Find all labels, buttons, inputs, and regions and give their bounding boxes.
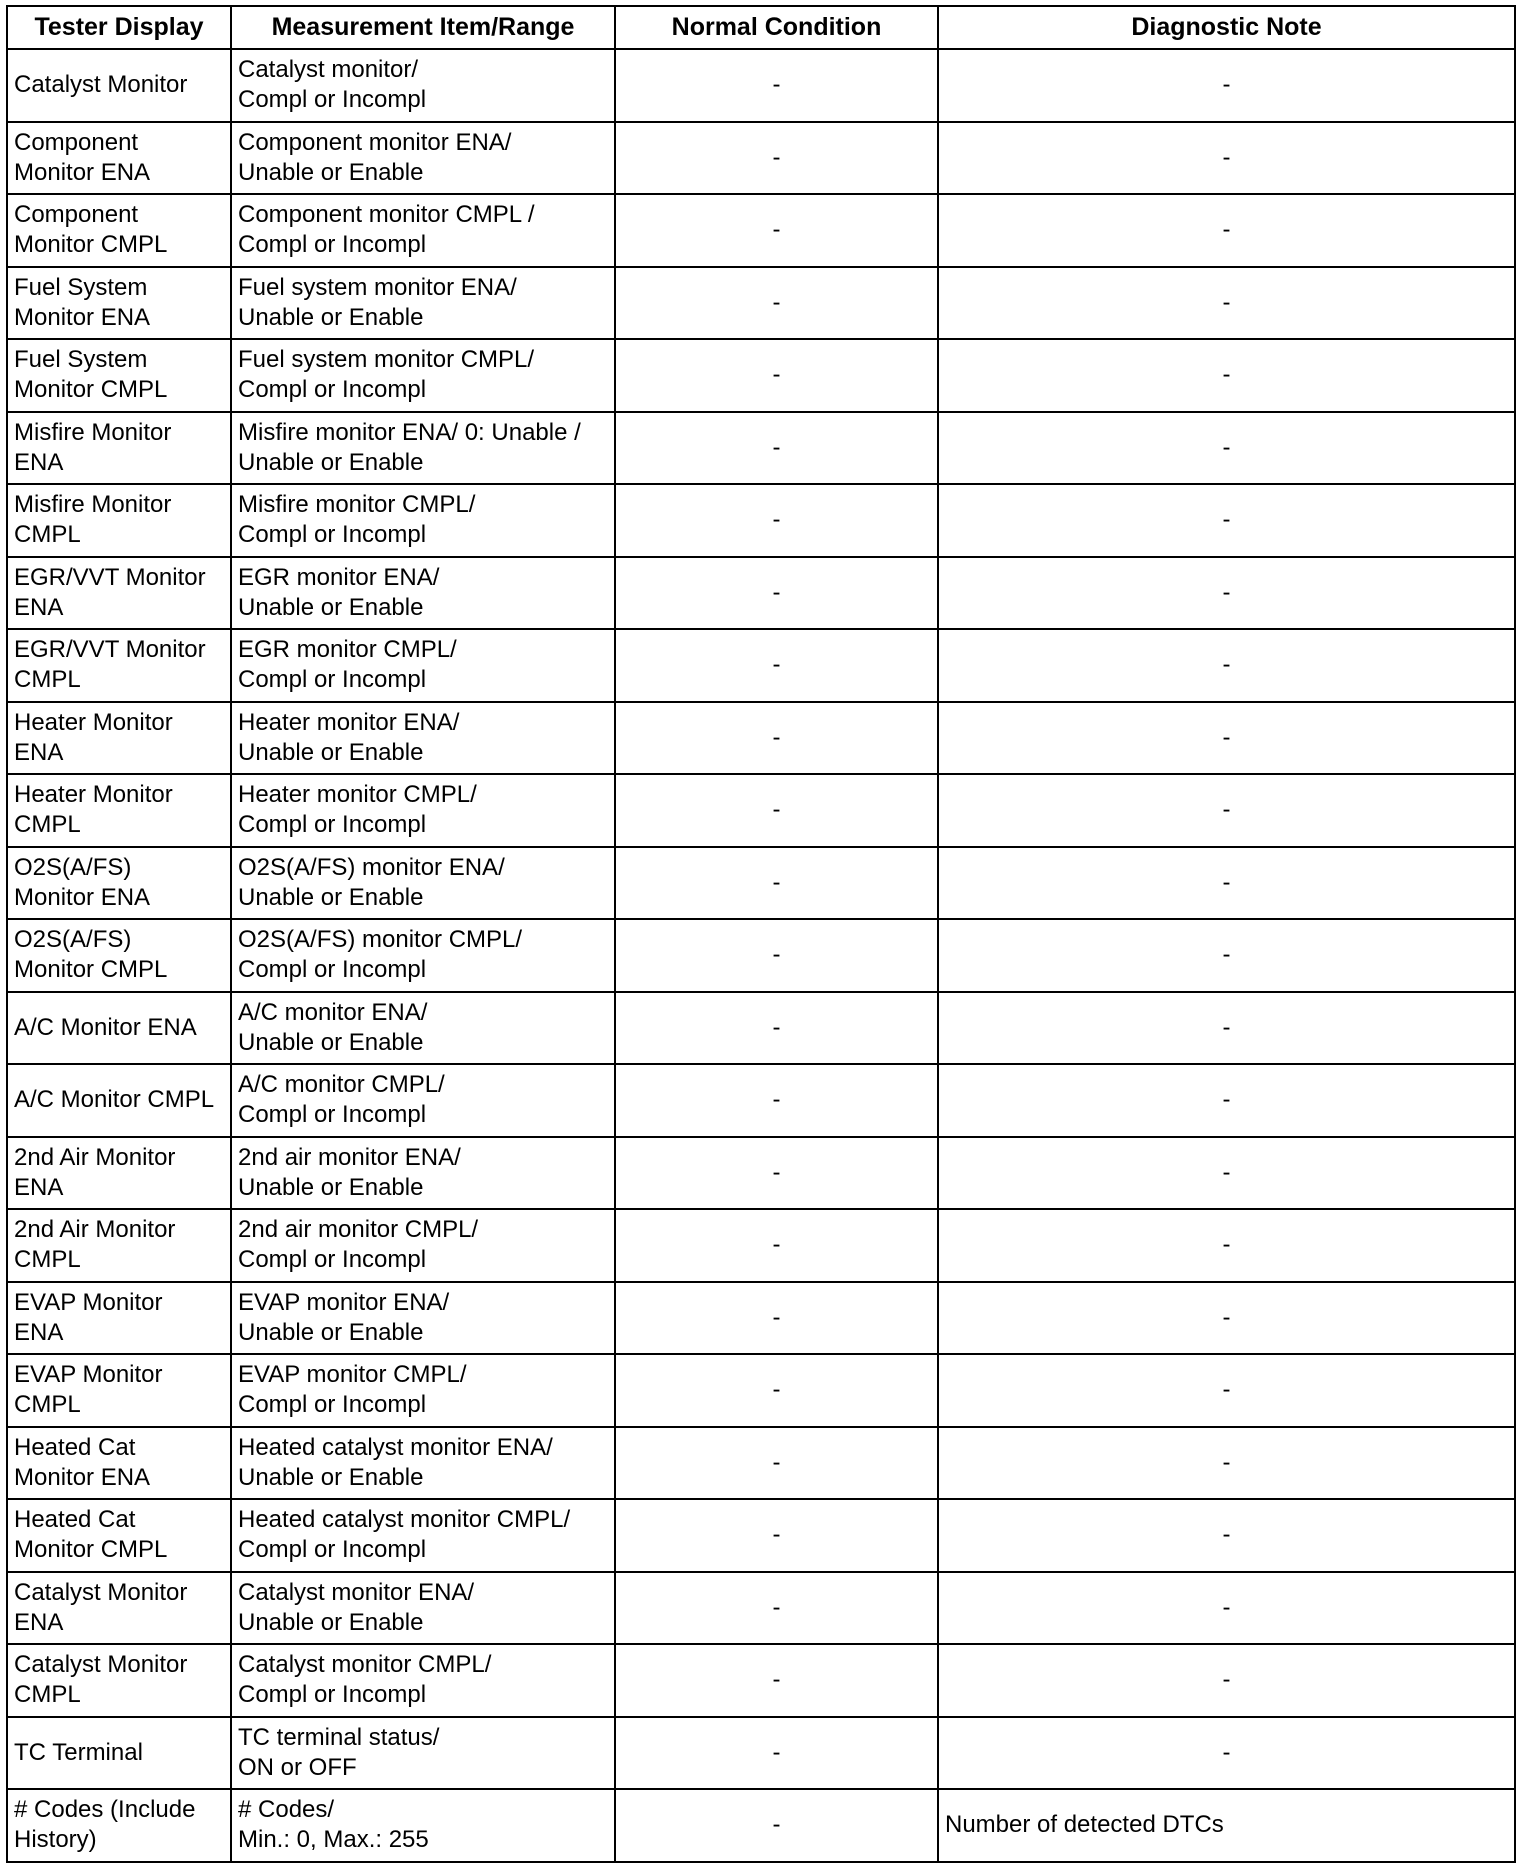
tester-display-cell — [7, 412, 231, 485]
measurement-item-cell — [231, 122, 615, 195]
tester-display-cell-line: Monitor CMPL — [14, 376, 168, 404]
measurement-item-cell-line: Compl or Incompl — [238, 1681, 427, 1709]
measurement-item-cell-line: Unable or Enable — [238, 1608, 424, 1636]
diagnostic-note-cell: - — [938, 1572, 1515, 1645]
normal-condition-cell: - — [615, 629, 938, 702]
tester-display-cell — [7, 194, 231, 267]
tester-display-cell — [7, 1572, 231, 1645]
measurement-item-cell — [231, 1209, 615, 1282]
measurement-item-cell — [231, 1064, 615, 1137]
measurement-item-cell-line: Unable or Enable — [238, 303, 424, 331]
tester-display-cell-line: Catalyst Monitor — [14, 1651, 188, 1679]
measurement-item-cell-line: # Codes/ — [238, 1796, 335, 1824]
normal-condition-cell: - — [615, 1717, 938, 1790]
measurement-item-cell-line: Compl or Incompl — [238, 811, 427, 839]
measurement-item-cell — [231, 1427, 615, 1500]
measurement-item-cell-line: Unable or Enable — [238, 738, 424, 766]
table-row — [7, 412, 1515, 485]
measurement-item-cell — [231, 557, 615, 630]
tester-display-cell-line: Monitor ENA — [14, 303, 151, 331]
measurement-item-cell — [231, 774, 615, 847]
diagnostic-note-cell: - — [938, 339, 1515, 412]
measurement-item-cell — [231, 1789, 615, 1862]
normal-condition-cell: - — [615, 1282, 938, 1355]
table-row — [7, 1354, 1515, 1427]
measurement-item-cell-line: Component monitor CMPL / — [238, 201, 535, 229]
measurement-item-cell-line: TC terminal status/ — [238, 1723, 440, 1751]
measurement-item-cell — [231, 1282, 615, 1355]
tester-display-cell-line: A/C Monitor ENA — [14, 1013, 197, 1041]
table-row — [7, 629, 1515, 702]
normal-condition-cell: - — [615, 919, 938, 992]
diagnostic-note-cell: - — [938, 629, 1515, 702]
table-row — [7, 1427, 1515, 1500]
normal-condition-cell: - — [615, 557, 938, 630]
measurement-item-cell-line: Compl or Incompl — [238, 1246, 427, 1274]
normal-condition-cell: - — [615, 847, 938, 920]
measurement-item-cell-line: Compl or Incompl — [238, 1391, 427, 1419]
tester-display-cell-line: EVAP Monitor — [14, 1288, 163, 1316]
measurement-item-cell — [231, 847, 615, 920]
tester-display-cell-line: ENA — [14, 448, 64, 476]
diagnostic-note-cell: - — [938, 412, 1515, 485]
measurement-item-cell-line: Unable or Enable — [238, 593, 424, 621]
diagnostic-note-cell: - — [938, 1282, 1515, 1355]
measurement-item-cell — [231, 919, 615, 992]
tester-display-cell — [7, 919, 231, 992]
measurement-item-cell-line: Heater monitor ENA/ — [238, 708, 460, 736]
tester-display-cell — [7, 1137, 231, 1210]
measurement-item-cell-line: Unable or Enable — [238, 448, 424, 476]
diagnostic-note-cell: - — [938, 1064, 1515, 1137]
diagnostic-note-cell: - — [938, 992, 1515, 1065]
table-row — [7, 49, 1515, 122]
tester-display-cell-line: Component — [14, 201, 139, 229]
measurement-item-cell — [231, 1572, 615, 1645]
measurement-item-cell — [231, 1717, 615, 1790]
normal-condition-cell: - — [615, 702, 938, 775]
tester-display-cell-line: O2S(A/FS) — [14, 853, 132, 881]
measurement-item-cell — [231, 412, 615, 485]
tester-display-cell — [7, 267, 231, 340]
measurement-item-cell-line: Unable or Enable — [238, 158, 424, 186]
tester-display-cell-line: Heater Monitor — [14, 708, 173, 736]
measurement-item-cell-line: A/C monitor CMPL/ — [238, 1071, 445, 1099]
tester-display-cell-line: # Codes (Include — [14, 1796, 196, 1824]
tester-display-cell-line: Misfire Monitor — [14, 418, 172, 446]
tester-display-cell — [7, 629, 231, 702]
table-row — [7, 194, 1515, 267]
measurement-item-cell-line: Heated catalyst monitor CMPL/ — [238, 1506, 571, 1534]
header-measurement-item: Measurement Item/Range — [231, 6, 615, 49]
tester-display-cell — [7, 992, 231, 1065]
normal-condition-cell: - — [615, 412, 938, 485]
measurement-item-cell-line: EVAP monitor ENA/ — [238, 1288, 450, 1316]
tester-display-cell-line: Misfire Monitor — [14, 491, 172, 519]
measurement-item-cell — [231, 194, 615, 267]
table-row — [7, 557, 1515, 630]
measurement-item-cell-line: A/C monitor ENA/ — [238, 998, 428, 1026]
measurement-item-cell-line: Heated catalyst monitor ENA/ — [238, 1433, 553, 1461]
table-row — [7, 1644, 1515, 1717]
tester-display-cell — [7, 774, 231, 847]
tester-display-cell-line: EGR/VVT Monitor — [14, 636, 206, 664]
measurement-item-cell-line: Misfire monitor ENA/ 0: Unable / — [238, 418, 581, 446]
header-normal-condition: Normal Condition — [615, 6, 938, 49]
table-body — [7, 49, 1515, 1862]
measurement-item-cell-line: Compl or Incompl — [238, 956, 427, 984]
table-row — [7, 122, 1515, 195]
diagnostic-note-cell: - — [938, 1427, 1515, 1500]
table-row — [7, 702, 1515, 775]
measurement-item-cell-line: Fuel system monitor CMPL/ — [238, 346, 535, 374]
normal-condition-cell: - — [615, 1499, 938, 1572]
diagnostic-note-cell: - — [938, 1137, 1515, 1210]
tester-display-cell-line: History) — [14, 1826, 97, 1854]
measurement-item-cell — [231, 1499, 615, 1572]
measurement-item-cell-line: Fuel system monitor ENA/ — [238, 273, 517, 301]
diagnostic-note-cell: - — [938, 702, 1515, 775]
tester-display-cell — [7, 847, 231, 920]
tester-display-cell-line: EVAP Monitor — [14, 1361, 163, 1389]
measurement-item-cell-line: O2S(A/FS) monitor ENA/ — [238, 853, 505, 881]
tester-display-cell-line: Heated Cat — [14, 1506, 136, 1534]
tester-display-cell-line: 2nd Air Monitor — [14, 1143, 176, 1171]
table-row — [7, 1499, 1515, 1572]
tester-display-cell — [7, 1644, 231, 1717]
measurement-item-cell-line: EGR monitor CMPL/ — [238, 636, 457, 664]
measurement-item-cell — [231, 992, 615, 1065]
measurement-item-cell-line: Unable or Enable — [238, 1463, 424, 1491]
normal-condition-cell: - — [615, 992, 938, 1065]
table-row — [7, 484, 1515, 557]
tester-display-cell-line: O2S(A/FS) — [14, 926, 132, 954]
measurement-item-cell-line: Component monitor ENA/ — [238, 128, 512, 156]
normal-condition-cell: - — [615, 194, 938, 267]
tester-display-cell-line: CMPL — [14, 521, 81, 549]
diagnostic-note-cell: - — [938, 1354, 1515, 1427]
tester-display-cell-line: Catalyst Monitor — [14, 71, 188, 99]
diagnostic-note-cell: - — [938, 1644, 1515, 1717]
tester-display-cell-line: Monitor CMPL — [14, 1536, 168, 1564]
diagnostic-note-cell: Number of detected DTCs — [938, 1789, 1515, 1862]
measurement-item-cell-line: Unable or Enable — [238, 883, 424, 911]
normal-condition-cell: - — [615, 1209, 938, 1282]
tester-display-cell-line: Monitor ENA — [14, 1463, 151, 1491]
measurement-item-cell-line: Compl or Incompl — [238, 666, 427, 694]
diagnostic-note-cell: - — [938, 1499, 1515, 1572]
table-row — [7, 1137, 1515, 1210]
diagnostic-note-cell: - — [938, 847, 1515, 920]
normal-condition-cell: - — [615, 267, 938, 340]
tester-display-cell-line: Monitor ENA — [14, 883, 151, 911]
tester-display-cell — [7, 339, 231, 412]
normal-condition-cell: - — [615, 484, 938, 557]
tester-display-cell — [7, 484, 231, 557]
tester-display-cell-line: Component — [14, 128, 139, 156]
tester-display-cell-line: Heated Cat — [14, 1433, 136, 1461]
table-row — [7, 267, 1515, 340]
tester-display-cell-line: Catalyst Monitor — [14, 1578, 188, 1606]
measurement-item-cell-line: 2nd air monitor ENA/ — [238, 1143, 461, 1171]
measurement-item-cell-line: Compl or Incompl — [238, 1536, 427, 1564]
table-row — [7, 847, 1515, 920]
normal-condition-cell: - — [615, 1137, 938, 1210]
table-row — [7, 992, 1515, 1065]
measurement-item-cell — [231, 702, 615, 775]
measurement-item-cell-line: Heater monitor CMPL/ — [238, 781, 477, 809]
normal-condition-cell: - — [615, 49, 938, 122]
normal-condition-cell: - — [615, 339, 938, 412]
measurement-item-cell-line: Compl or Incompl — [238, 1101, 427, 1129]
tester-display-cell-line: ENA — [14, 1608, 64, 1636]
diagnostic-note-cell: - — [938, 267, 1515, 340]
diagnostic-note-cell: - — [938, 919, 1515, 992]
tester-display-cell-line: CMPL — [14, 1246, 81, 1274]
measurement-item-cell-line: Unable or Enable — [238, 1028, 424, 1056]
measurement-item-cell — [231, 339, 615, 412]
normal-condition-cell: - — [615, 1354, 938, 1427]
measurement-item-cell-line: Misfire monitor CMPL/ — [238, 491, 476, 519]
monitor-status-table — [6, 5, 1516, 1863]
header-diagnostic-note: Diagnostic Note — [938, 6, 1515, 49]
measurement-item-cell-line: Compl or Incompl — [238, 231, 427, 259]
tester-display-cell-line: TC Terminal — [14, 1738, 143, 1766]
diagnostic-note-cell: - — [938, 49, 1515, 122]
tester-display-cell-line: CMPL — [14, 1681, 81, 1709]
tester-display-cell — [7, 1282, 231, 1355]
normal-condition-cell: - — [615, 1427, 938, 1500]
tester-display-cell-line: Heater Monitor — [14, 781, 173, 809]
tester-display-cell — [7, 1717, 231, 1790]
tester-display-cell-line: A/C Monitor CMPL — [14, 1086, 215, 1114]
table-row — [7, 1789, 1515, 1862]
tester-display-cell — [7, 702, 231, 775]
tester-display-cell — [7, 1209, 231, 1282]
measurement-item-cell-line: Catalyst monitor CMPL/ — [238, 1651, 492, 1679]
normal-condition-cell: - — [615, 122, 938, 195]
normal-condition-cell: - — [615, 1789, 938, 1862]
tester-display-cell — [7, 122, 231, 195]
normal-condition-cell: - — [615, 1572, 938, 1645]
tester-display-cell-line: ENA — [14, 1318, 64, 1346]
measurement-item-cell-line: Unable or Enable — [238, 1173, 424, 1201]
diagnostic-note-cell: - — [938, 1209, 1515, 1282]
measurement-item-cell-line: Compl or Incompl — [238, 521, 427, 549]
tester-display-cell — [7, 1354, 231, 1427]
header-row — [7, 6, 1515, 49]
measurement-item-cell-line: Catalyst monitor ENA/ — [238, 1578, 475, 1606]
tester-display-cell-line: Monitor ENA — [14, 158, 151, 186]
measurement-item-cell-line: ON or OFF — [238, 1753, 357, 1781]
measurement-item-cell-line: 2nd air monitor CMPL/ — [238, 1216, 479, 1244]
tester-display-cell-line: Fuel System — [14, 273, 148, 301]
tester-display-cell-line: CMPL — [14, 1391, 81, 1419]
tester-display-cell-line: ENA — [14, 1173, 64, 1201]
table-row — [7, 774, 1515, 847]
tester-display-cell-line: Fuel System — [14, 346, 148, 374]
tester-display-cell — [7, 49, 231, 122]
measurement-item-cell — [231, 49, 615, 122]
table-row — [7, 339, 1515, 412]
normal-condition-cell: - — [615, 1064, 938, 1137]
measurement-item-cell-line: O2S(A/FS) monitor CMPL/ — [238, 926, 523, 954]
tester-display-cell-line: ENA — [14, 738, 64, 766]
table-row — [7, 919, 1515, 992]
normal-condition-cell: - — [615, 774, 938, 847]
tester-display-cell-line: 2nd Air Monitor — [14, 1216, 176, 1244]
measurement-item-cell — [231, 267, 615, 340]
tester-display-cell — [7, 557, 231, 630]
diagnostic-note-cell: - — [938, 484, 1515, 557]
measurement-item-cell — [231, 1354, 615, 1427]
measurement-item-cell-line: Compl or Incompl — [238, 376, 427, 404]
tester-display-cell-line: ENA — [14, 593, 64, 621]
measurement-item-cell-line: Compl or Incompl — [238, 86, 427, 114]
measurement-item-cell-line: Min.: 0, Max.: 255 — [238, 1826, 429, 1854]
diagnostic-note-cell: - — [938, 194, 1515, 267]
normal-condition-cell: - — [615, 1644, 938, 1717]
tester-display-cell-line: CMPL — [14, 811, 81, 839]
tester-display-cell-line: CMPL — [14, 666, 81, 694]
table-row — [7, 1282, 1515, 1355]
tester-display-cell — [7, 1064, 231, 1137]
tester-display-cell — [7, 1789, 231, 1862]
diagnostic-note-cell: - — [938, 122, 1515, 195]
diagnostic-note-cell: - — [938, 557, 1515, 630]
tester-display-cell — [7, 1427, 231, 1500]
measurement-item-cell-line: EGR monitor ENA/ — [238, 563, 440, 591]
tester-display-cell-line: EGR/VVT Monitor — [14, 563, 206, 591]
measurement-item-cell — [231, 1137, 615, 1210]
tester-display-cell-line: Monitor CMPL — [14, 231, 168, 259]
tester-display-cell-line: Monitor CMPL — [14, 956, 168, 984]
table-row — [7, 1209, 1515, 1282]
measurement-item-cell — [231, 484, 615, 557]
measurement-item-cell — [231, 1644, 615, 1717]
table-row — [7, 1572, 1515, 1645]
measurement-item-cell — [231, 629, 615, 702]
measurement-item-cell-line: Catalyst monitor/ — [238, 56, 419, 84]
table-row — [7, 1064, 1515, 1137]
diagnostic-note-cell: - — [938, 1717, 1515, 1790]
table-row — [7, 1717, 1515, 1790]
measurement-item-cell-line: Unable or Enable — [238, 1318, 424, 1346]
measurement-item-cell-line: EVAP monitor CMPL/ — [238, 1361, 467, 1389]
header-tester-display: Tester Display — [7, 6, 231, 49]
diagnostic-note-cell: - — [938, 774, 1515, 847]
tester-display-cell — [7, 1499, 231, 1572]
